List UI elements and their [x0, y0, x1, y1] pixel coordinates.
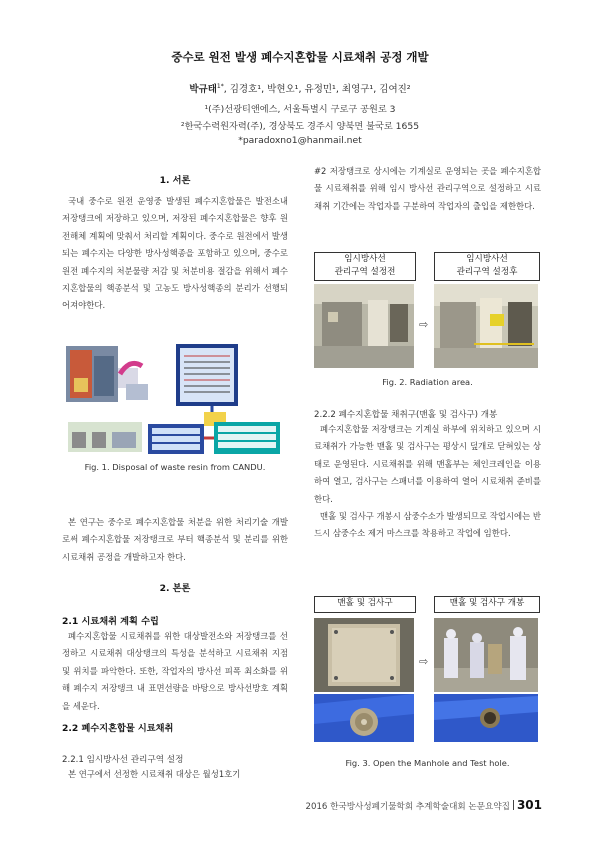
fig3-photo-testhole	[314, 694, 414, 742]
right-paragraph-mid	[314, 421, 541, 543]
subsection-2-1-paragraph	[62, 628, 288, 715]
fig3-photo-manhole	[314, 618, 414, 692]
fig3-photo-opened-hole	[434, 694, 538, 742]
fig2-label-before: 임시방사선 관리구역 설정전	[314, 252, 416, 281]
fig2-photo-before	[314, 284, 414, 368]
figure-3-caption: Fig. 3. Open the Manhole and Test hole.	[345, 758, 510, 768]
waste-resin-flow-diagram	[64, 338, 286, 456]
figure-1-diagram	[64, 338, 286, 456]
footer-separator	[513, 800, 514, 810]
section-main-heading: 2. 본론	[159, 583, 191, 594]
intro-text-1: 국내 중수로 원전 운영중 발생된 폐수지혼합물은 발전소내 저장탱크에 저장하고 있으며, 저장된 폐수지혼합물은 향후 원전해체 계획에 맞춰서 처리할 계획이다. 중수로 원전에서 발생되는 폐수지는 다양한 방사성핵종을 포함하고 있으며, 중수로 원전 폐수지의 처분물량 저감 및 처분비용 절감을 위해서 폐수지혼합물의 핵종분석 및 고농도 방사성핵종의 분리가 선행되어져야한다.	[62, 196, 288, 311]
intro-paragraph-1	[62, 193, 288, 315]
subsection-2-2-1-paragraph	[62, 766, 288, 783]
right-text-mid: 폐수지혼합물 저장탱크는 기계실 하부에 위치하고 있으며 시료채취가 가능한 맨홀 및 검사구는 평상시 덮개로 닫혀있는 상태로 운영된다. 시료채취를 위해 맨홀부는 체인크레인을 이용하여 열고, 검사구는 스패너를 이용하여 열어 시료채취 준비를 한다.	[314, 424, 541, 504]
right-text-mid-2: 맨홀 및 검사구 개봉시 삼중수소가 발생되므로 작업시에는 반드시 삼중수소 제거 마스크를 착용하고 작업에 임한다.	[314, 511, 541, 539]
fig3-label-right: 맨홀 및 검사구 개봉	[434, 596, 540, 613]
right-text-top: #2 저장탱크로 상시에는 기계실로 운영되는 곳을 폐수지혼합물 시료채취를 위해 임시 방사선 관리구역으로 설정하고 시료채취 기간에는 작업자를 구분하여 작업자의 출입을 제한한다.	[314, 166, 541, 211]
corresponding-email: *paradoxno1@hanmail.net	[238, 135, 362, 146]
subsection-2-2-1-heading: 2.2.1 임시방사선 관리구역 설정	[62, 755, 184, 765]
affiliation-2: ²한국수력원자력(주), 경상북도 경주시 양북면 불국로 1655	[180, 121, 420, 132]
author-line	[0, 81, 600, 95]
subsection-2-2-1-text: 본 연구에서 선정한 시료채취 대상은 월성1호기	[68, 769, 241, 779]
right-paragraph-top	[314, 163, 541, 215]
section-intro-heading: 1. 서론	[159, 175, 191, 186]
figure-2-caption: Fig. 2. Radiation area.	[382, 377, 473, 387]
fig3-arrow-icon: ⇨	[419, 655, 429, 668]
page-number: 301	[516, 798, 542, 812]
affiliation-1: ¹(주)선광티앤에스, 서울특별시 구로구 공원로 3	[204, 104, 396, 115]
fig3-label-left: 맨홀 및 검사구	[314, 596, 416, 613]
subsection-2-1-text: 폐수지혼합물 시료채취를 위한 대상발전소와 저장탱크를 선정하고 시료채취 대상탱크의 특성을 분석하고 시료채취 지점 및 위치를 파악한다. 또한, 작업자의 방사선 피폭 최소화를 위해 폐수지 저장탱크 내 표면선량을 바탕으로 방사선방호 계획을 세운다.	[62, 631, 288, 711]
intro-text-2: 본 연구는 중수로 폐수지혼합물 처분을 위한 처리기술 개발로써 폐수지혼합물 저장탱크로 부터 핵종분석 및 분리를 위한 시료채취 공정을 개발하고자 한다.	[62, 517, 288, 562]
other-authors: , 김경호¹, 박현오¹, 유정민¹, 최영구¹, 김여진²	[223, 84, 411, 95]
page-footer	[306, 798, 542, 812]
figure-1-caption: Fig. 1. Disposal of waste resin from CANDU.	[84, 462, 266, 472]
subsection-2-2-heading: 2.2 폐수지혼합물 시료채취	[62, 723, 174, 734]
paper-title: 중수로 원전 발생 폐수지혼합물 시료채취 공정 개발	[171, 50, 429, 64]
fig3-photo-opened	[434, 618, 538, 692]
subsection-2-2-2-heading: 2.2.2 폐수지혼합물 채취구(맨홀 및 검사구) 개봉	[314, 410, 498, 420]
fig2-arrow-icon: ⇨	[419, 318, 429, 331]
fig2-photo-after	[434, 284, 538, 368]
subsection-2-1-heading: 2.1 시료채취 계획 수립	[62, 616, 159, 627]
first-author: 박규태	[189, 84, 217, 95]
first-author-sup: 1*	[216, 82, 224, 90]
footer-text: 2016 한국방사성폐기물학회 추계학술대회 논문요약집	[305, 802, 510, 812]
fig2-label-after: 임시방사선 관리구역 설정후	[434, 252, 540, 281]
intro-paragraph-2	[62, 514, 288, 566]
